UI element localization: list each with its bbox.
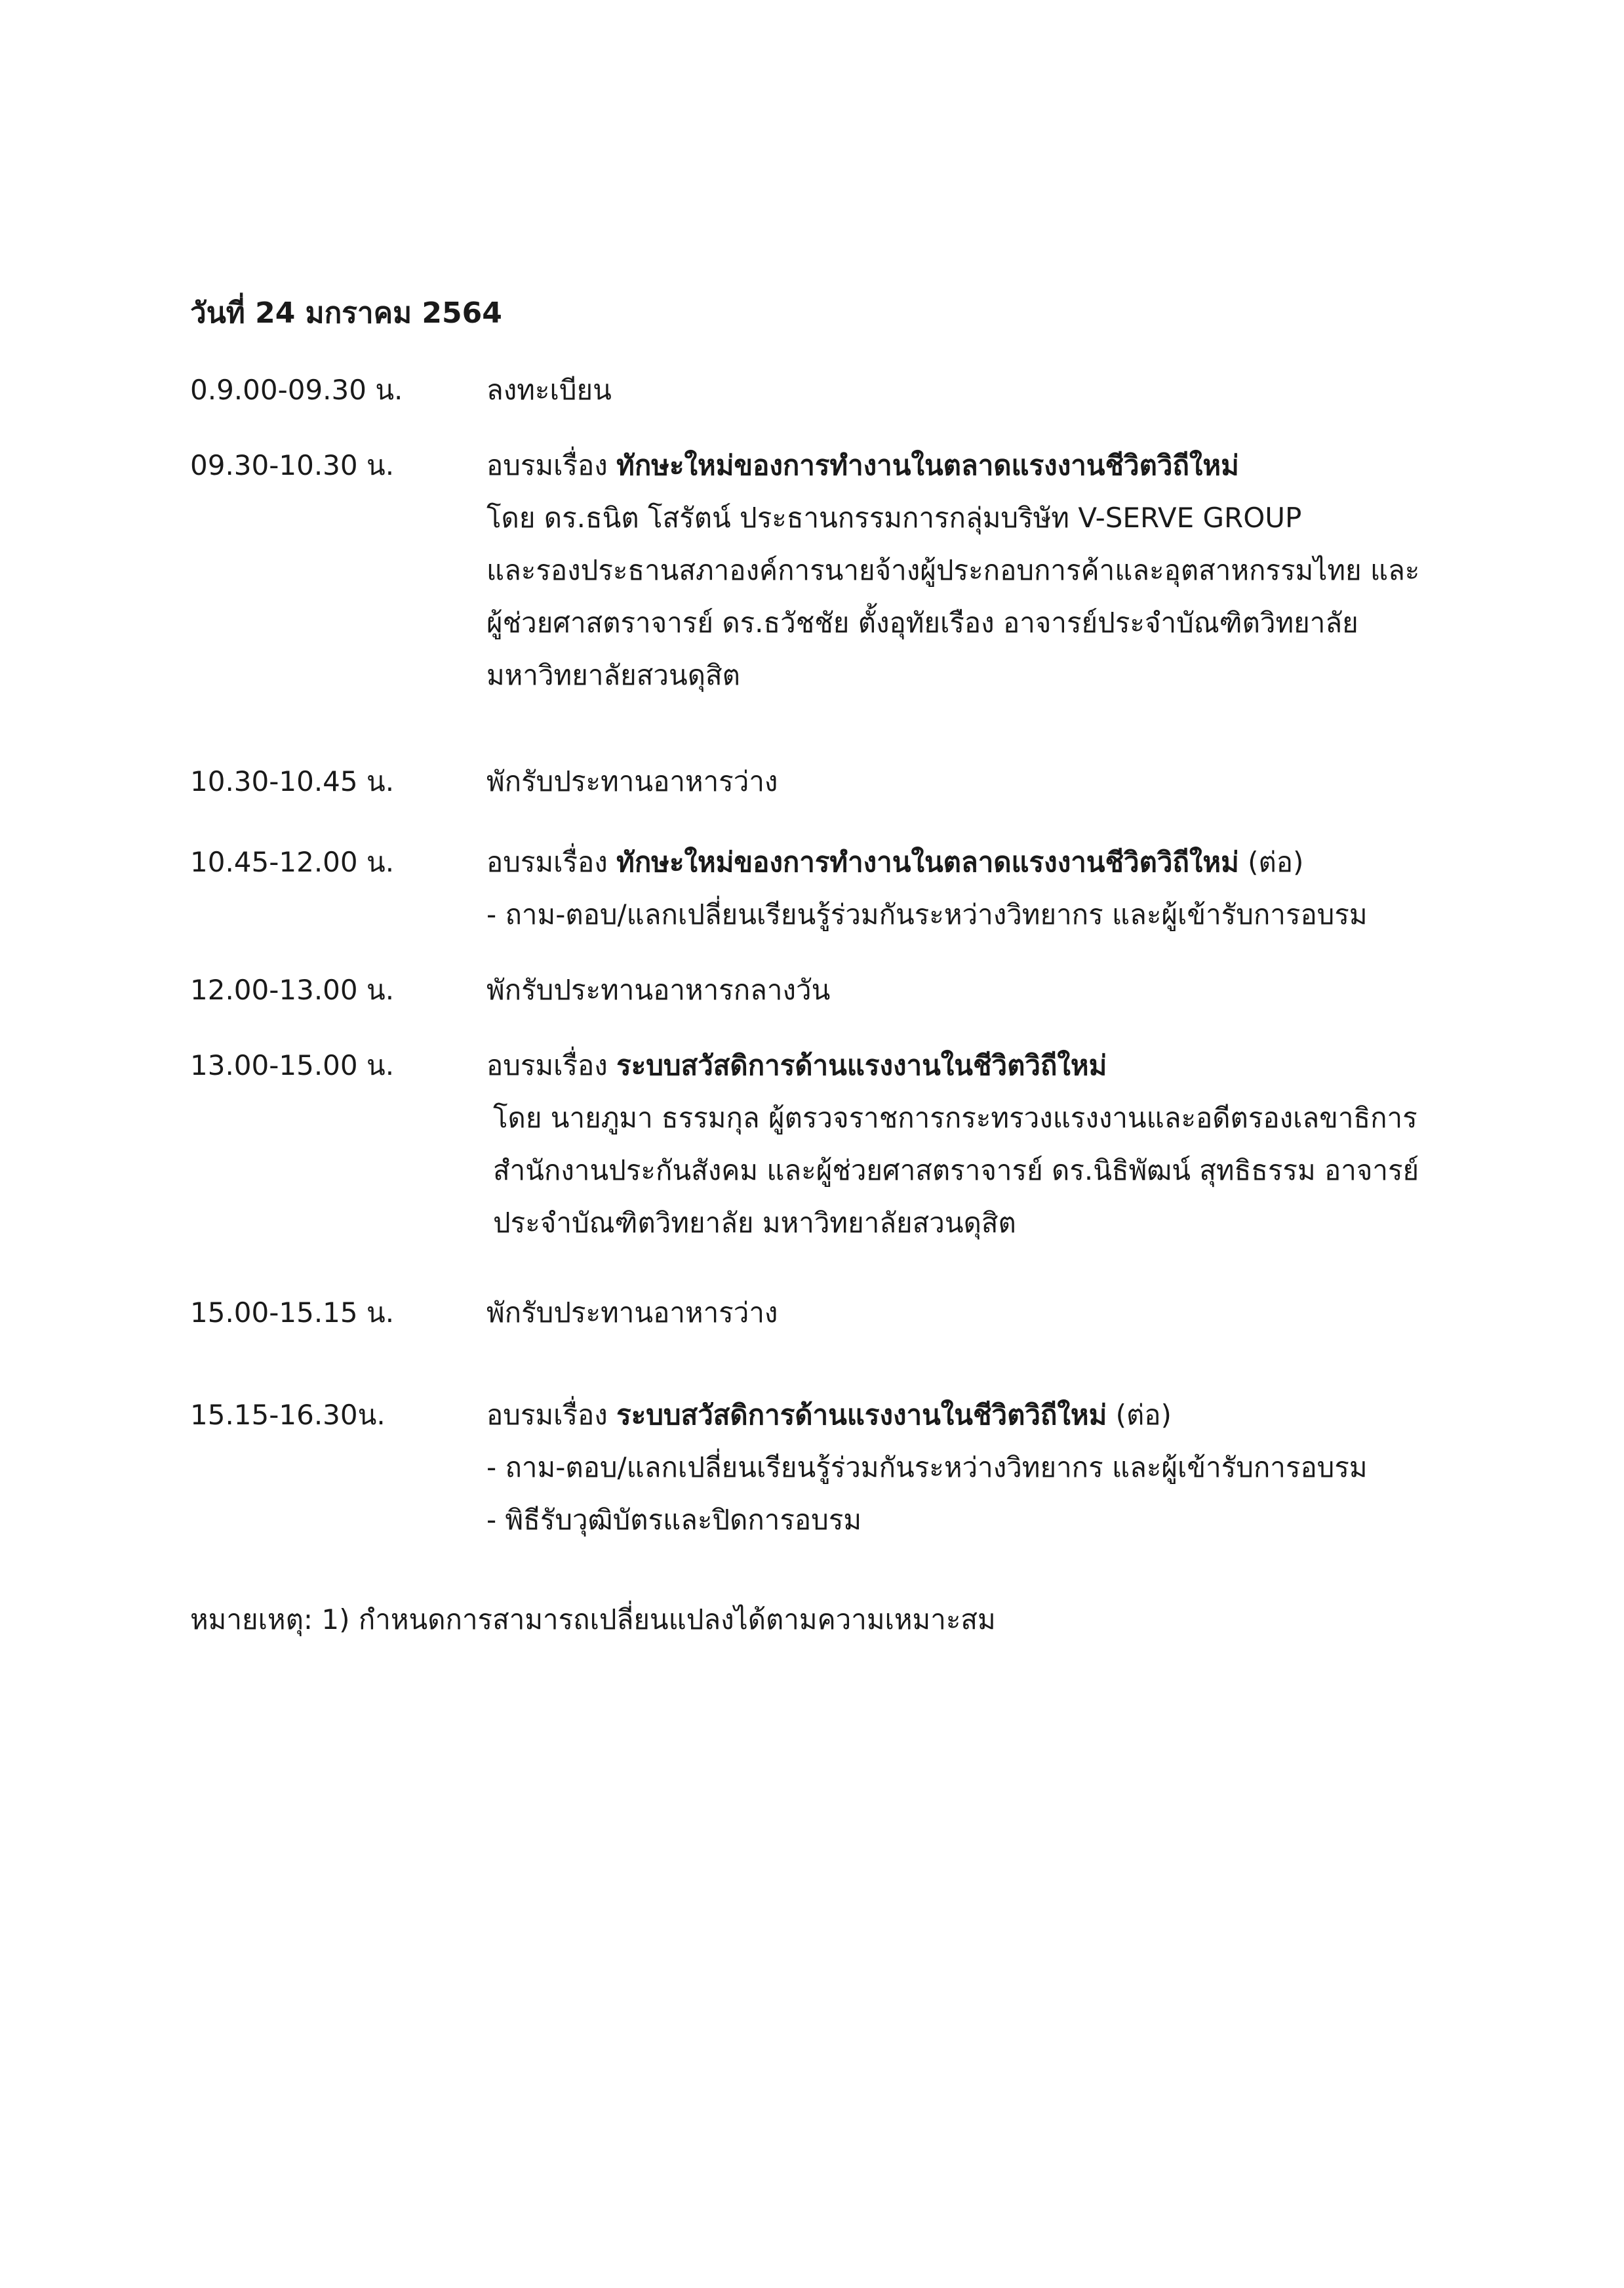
session-content <box>486 364 1470 416</box>
topic-suffix: (ต่อ) <box>1107 1399 1172 1431</box>
session-text: - พิธีรับวุฒิบัตรและปิดการอบรม <box>486 1504 862 1536</box>
topic-prefix: อบรมเรื่อง <box>486 1049 617 1081</box>
topic-title: ทักษะใหม่ของการทำงานในตลาดแรงงานชีวิตวิถีใหม่ <box>616 449 1239 481</box>
time-slot: 15.15-16.30น. <box>190 1399 386 1431</box>
speaker-line: ประจำบัณฑิตวิทยาลัย มหาวิทยาลัยสวนดุสิต <box>493 1207 1016 1239</box>
session-text: - ถาม-ตอบ/แลกเปลี่ยนเรียนรู้ร่วมกันระหว่างวิทยากร และผู้เข้ารับการอบรม <box>486 1451 1368 1483</box>
topic-prefix: อบรมเรื่อง <box>486 1399 617 1431</box>
session-topic-line <box>486 1039 1470 1092</box>
speaker-line: โดย นายภูมา ธรรมกุล ผู้ตรวจราชการกระทรวงแรงงานและอดีตรองเลขาธิการ <box>493 1102 1417 1134</box>
footnote: หมายเหตุ: 1) กำหนดการสามารถเปลี่ยนแปลงได้ตามความเหมาะสม <box>190 1603 996 1636</box>
session-content <box>486 1389 1470 1546</box>
session-content <box>486 1287 1470 1339</box>
speaker-line: และรองประธานสภาองค์การนายจ้างผู้ประกอบการค้าและอุตสาหกรรมไทย และ <box>486 554 1420 586</box>
time-slot: 15.00-15.15 น. <box>190 1296 395 1329</box>
session-content <box>486 439 1470 702</box>
topic-prefix: อบรมเรื่อง <box>486 846 617 878</box>
time-slot: 0.9.00-09.30 น. <box>190 374 403 406</box>
session-text: พักรับประทานอาหารว่าง <box>486 1296 778 1329</box>
session-content <box>486 1039 1470 1249</box>
speaker-line: สำนักงานประกันสังคม และผู้ช่วยศาสตราจารย์ ดร.นิธิพัฒน์ สุทธิธรรม อาจารย์ <box>493 1154 1419 1186</box>
session-topic-line <box>486 836 1470 889</box>
session-topic-line <box>486 1389 1470 1441</box>
session-content <box>486 964 1470 1016</box>
topic-prefix: อบรมเรื่อง <box>486 449 617 481</box>
topic-title: ระบบสวัสดิการด้านแรงงานในชีวิตวิถีใหม่ <box>616 1399 1107 1431</box>
time-slot: 10.45-12.00 น. <box>190 846 395 878</box>
session-content <box>486 755 1470 808</box>
session-content <box>486 836 1470 941</box>
time-slot: 09.30-10.30 น. <box>190 449 395 481</box>
session-text: ลงทะเบียน <box>486 374 612 406</box>
session-text: - ถาม-ตอบ/แลกเปลี่ยนเรียนรู้ร่วมกันระหว่างวิทยากร และผู้เข้ารับการอบรม <box>486 898 1368 931</box>
date-heading: วันที่ 24 มกราคม 2564 <box>190 296 502 330</box>
topic-title: ทักษะใหม่ของการทำงานในตลาดแรงงานชีวิตวิถีใหม่ <box>616 846 1239 878</box>
topic-title: ระบบสวัสดิการด้านแรงงานในชีวิตวิถีใหม่ <box>616 1049 1107 1081</box>
time-slot: 13.00-15.00 น. <box>190 1049 395 1081</box>
speaker-line: โดย ดร.ธนิต โสรัตน์ ประธานกรรมการกลุ่มบริษัท V-SERVE GROUP <box>486 502 1302 534</box>
speaker-line: ผู้ช่วยศาสตราจารย์ ดร.ธวัชชัย ตั้งอุทัยเรือง อาจารย์ประจำบัณฑิตวิทยาลัย <box>486 607 1358 639</box>
time-slot: 10.30-10.45 น. <box>190 765 395 797</box>
time-slot: 12.00-13.00 น. <box>190 974 395 1006</box>
session-text: พักรับประทานอาหารว่าง <box>486 765 778 797</box>
session-topic-line <box>486 439 1470 492</box>
speaker-line: มหาวิทยาลัยสวนดุสิต <box>486 659 740 691</box>
topic-suffix: (ต่อ) <box>1238 846 1304 878</box>
session-text: พักรับประทานอาหารกลางวัน <box>486 974 831 1006</box>
